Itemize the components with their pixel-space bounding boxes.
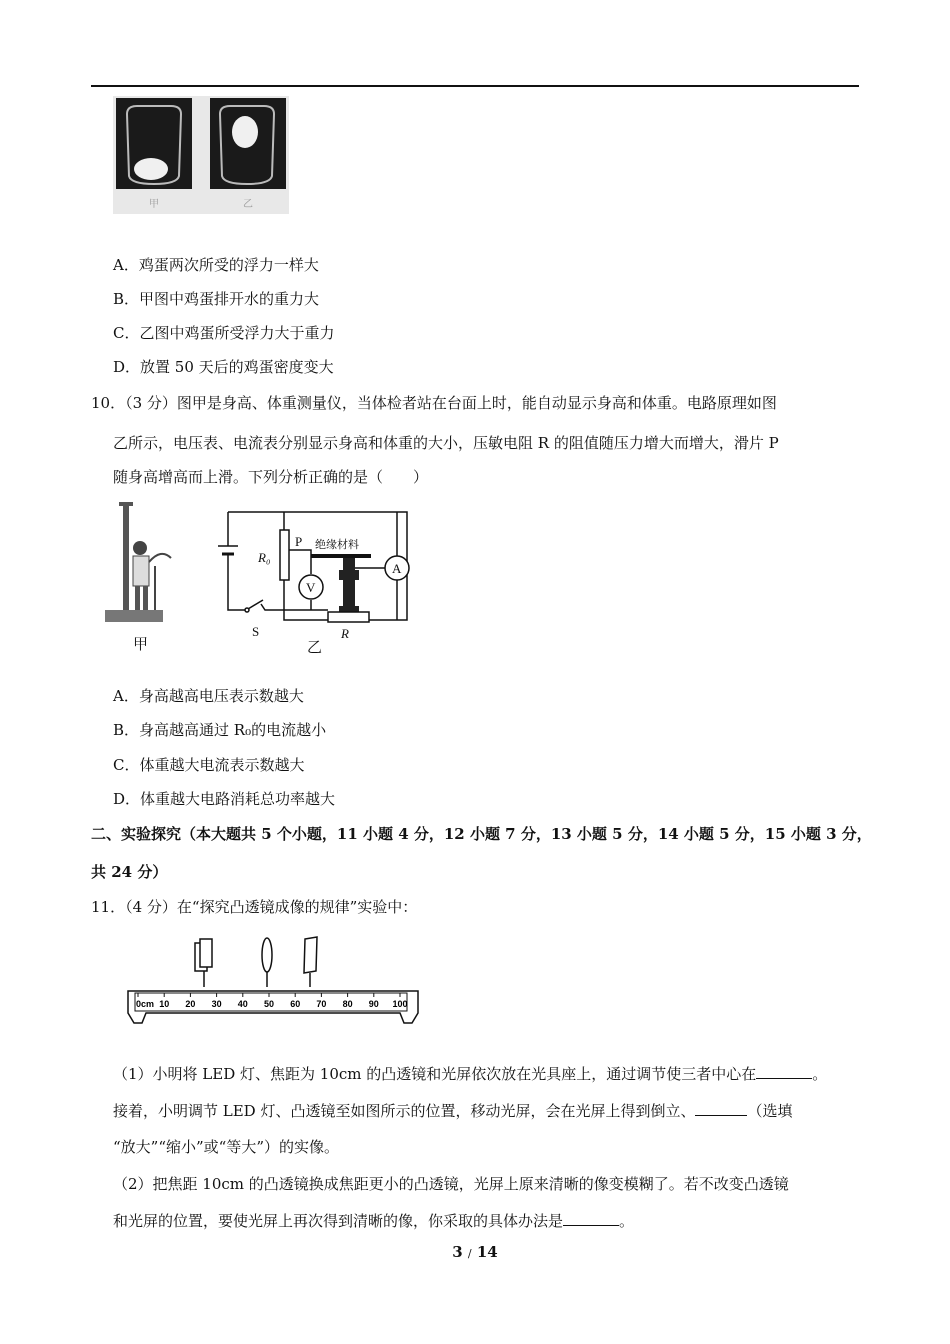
photo-yi	[210, 98, 286, 189]
q11-part2-line-b	[113, 1211, 634, 1231]
bench-tick-label: 50	[263, 999, 275, 1009]
resistor-r0	[280, 530, 289, 580]
ammeter-label: A	[392, 561, 402, 576]
q11-part1-line-c: “放大”“缩小”或“等大”）的实像。	[113, 1138, 340, 1156]
q9-option-d: D．放置 50 天后的鸡蛋密度变大	[113, 358, 334, 376]
q10-option-a: A．身高越高电压表示数越大	[113, 687, 304, 705]
egg-photos-figure	[113, 96, 289, 214]
total-pages: 14	[476, 1243, 498, 1261]
q9-option-a: A．鸡蛋两次所受的浮力一样大	[113, 256, 319, 274]
bench-tick-label: 80	[342, 999, 353, 1009]
fig-label-jia: 甲	[149, 199, 159, 210]
q11-part1-text-b: 接着，小明调节 LED 灯、凸透镜至如图所示的位置，移动光屏，会在光屏上得到倒立、	[113, 1102, 696, 1120]
pressure-resistor-r	[328, 612, 369, 622]
insulator-bar	[311, 554, 371, 558]
page-separator: /	[467, 1247, 472, 1260]
section-2-heading-line-2: 共 24 分）	[91, 863, 168, 881]
circuit-label-yi: 乙	[307, 640, 323, 656]
bench-tick-label: 30	[211, 999, 222, 1009]
header-rule	[91, 85, 859, 87]
q11-part1-end-b: （选填	[747, 1102, 793, 1120]
circuit-diagram-yi	[228, 512, 407, 620]
voltmeter-label: V	[306, 580, 316, 595]
bench-tick-label: 20	[185, 999, 196, 1009]
current-page: 3	[452, 1243, 463, 1261]
q11-part1-end-a: 。	[812, 1065, 828, 1083]
answer-blank-2[interactable]	[695, 1101, 747, 1116]
q11-part2-end-b: 。	[619, 1212, 635, 1230]
insulator-label: 绝缘材料	[315, 539, 359, 551]
fig-label-yi: 乙	[243, 199, 253, 210]
bench-tick-label: 90	[368, 999, 379, 1009]
convex-lens-icon	[262, 938, 272, 987]
q11-part2-line-a: （2）把焦距 10cm 的凸透镜换成焦距更小的凸透镜，光屏上原来清晰的像变模糊了。若不改变凸透镜	[113, 1175, 789, 1193]
meter-label-jia: 甲	[133, 637, 149, 653]
q9-option-c: C．乙图中鸡蛋所受浮力大于重力	[113, 324, 335, 342]
switch-icon	[245, 600, 263, 612]
photo-jia	[116, 98, 192, 189]
bench-tick-label: 70	[316, 999, 327, 1009]
r-label: R	[341, 626, 349, 641]
optical-bench-figure	[118, 935, 428, 1027]
bench-tick-label: 100	[392, 999, 408, 1009]
r0-label: R₀	[258, 550, 271, 565]
q10-option-b: B．身高越高通过 R₀的电流越小	[113, 721, 327, 739]
bench-tick-label: 40	[237, 999, 248, 1009]
answer-blank-1[interactable]	[756, 1064, 812, 1079]
q10-option-d: D．体重越大电路消耗总功率越大	[113, 790, 336, 808]
q10-stem-line-1: 10．（3 分）图甲是身高、体重测量仪，当体检者站在台面上时，能自动显示身高和体重。电路原理如图	[91, 394, 777, 412]
battery-icon	[218, 546, 238, 586]
meter-photo-jia	[105, 502, 171, 653]
led-lamp-icon	[195, 939, 212, 987]
egg-floating	[232, 116, 258, 148]
q11-part1-text-a: （1）小明将 LED 灯、焦距为 10cm 的凸透镜和光屏依次放在光具座上，通过调节使三者中心在	[113, 1065, 757, 1083]
height-weight-meter-figure	[95, 500, 425, 662]
egg-sinking	[134, 158, 168, 180]
q11-stem: 11．（4 分）在“探究凸透镜成像的规律”实验中：	[91, 898, 418, 916]
q11-part1-line-b	[113, 1101, 793, 1121]
q10-stem-line-2: 乙所示，电压表、电流表分别显示身高和体重的大小，压敏电阻 R 的阻值随压力增大而增大，滑片 P	[113, 434, 779, 452]
slider-label: P	[295, 534, 303, 549]
page-number	[0, 1243, 950, 1261]
q10-option-c: C．体重越大电流表示数越大	[113, 756, 305, 774]
bench-tick-label: 10	[159, 999, 170, 1009]
answer-blank-3[interactable]	[563, 1211, 619, 1226]
section-2-heading-line-1: 二、实验探究（本大题共 5 个小题，11 小题 4 分，12 小题 7 分，13 小题 5 分，14 小题 5 分，15 小题 3 分，	[91, 825, 872, 843]
bench-tick-label: 60	[290, 999, 301, 1009]
platform-pillar	[339, 558, 359, 612]
bench-tick-label: 0cm	[136, 999, 155, 1009]
q9-option-b: B．甲图中鸡蛋排开水的重力大	[113, 290, 320, 308]
light-screen-icon	[304, 937, 317, 987]
q11-part2-text-b: 和光屏的位置，要使光屏上再次得到清晰的像，你采取的具体办法是	[113, 1212, 564, 1230]
q10-stem-line-3: 随身高增高而上滑。下列分析正确的是（ ）	[113, 468, 429, 486]
switch-label: S	[252, 624, 260, 639]
q11-part1-line-a	[113, 1064, 827, 1084]
